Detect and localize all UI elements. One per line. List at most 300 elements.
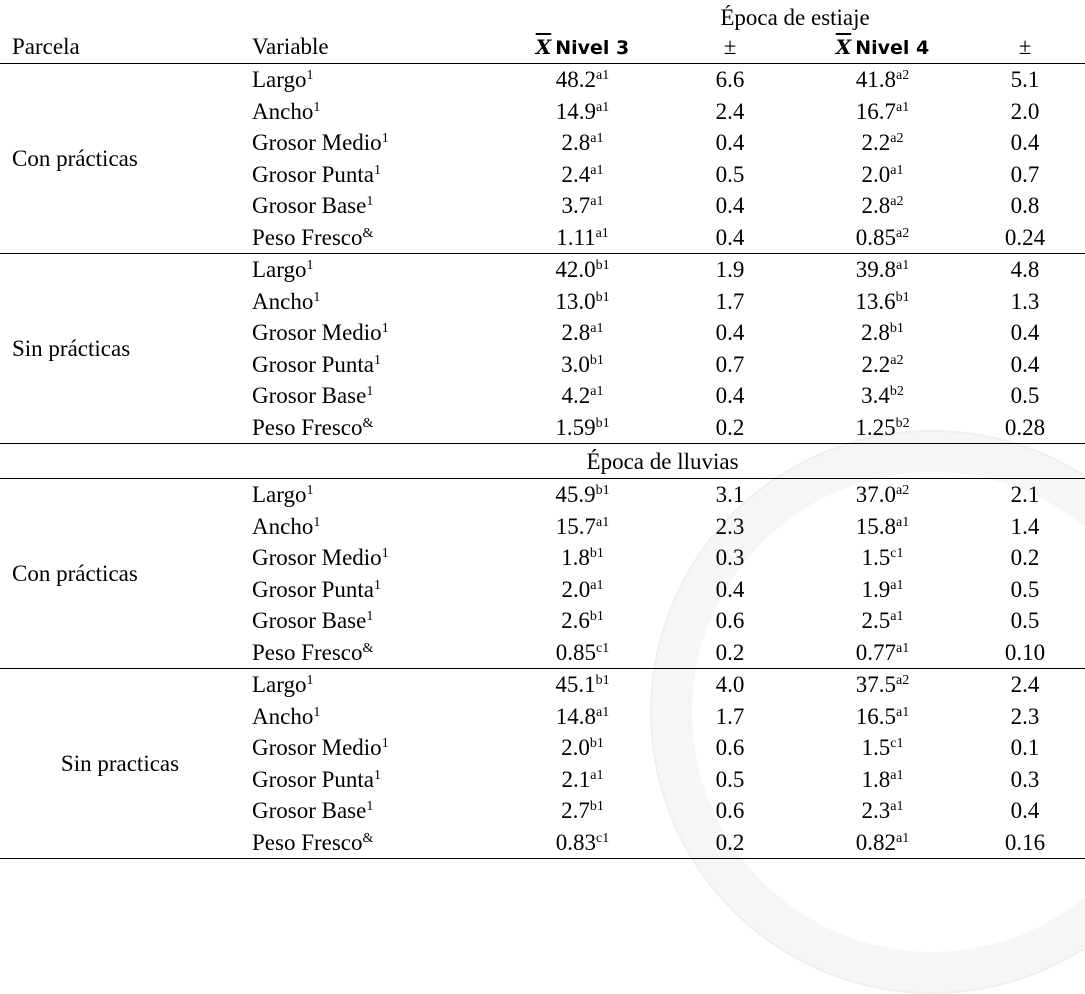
- sd-level3-cell: [660, 827, 800, 859]
- sd-level3-cell-value: 6.6: [715, 67, 745, 93]
- variable-cell-superscript: 1: [313, 704, 321, 720]
- sd-level4-cell: [965, 412, 1085, 444]
- mean-level4-cell-value: 2.2: [861, 130, 891, 156]
- level4-label: Nivel 4: [855, 37, 930, 59]
- col-pm1-header: ±: [660, 35, 800, 64]
- mean-level4-cell: [800, 190, 965, 222]
- mean-level3-cell-value: 2.7: [561, 798, 590, 824]
- sd-level3-cell-value: 2.3: [715, 513, 745, 539]
- mean-level3-cell-superscript: b1: [595, 415, 610, 431]
- mean-level3-cell-value: 2.8: [561, 130, 591, 156]
- mean-level4-cell: [800, 637, 965, 669]
- mean-level4-cell-superscript: a1: [890, 609, 904, 625]
- sd-level4-cell-value: 0.2: [1010, 545, 1040, 571]
- variable-cell-value: Grosor Punta: [252, 161, 375, 187]
- sd-level4-cell: [965, 349, 1085, 381]
- sd-level3-cell-value: 0.4: [715, 320, 745, 346]
- variable-cell: [240, 701, 505, 733]
- mean-level4-cell: [800, 412, 965, 444]
- variable-cell-superscript: 1: [381, 131, 389, 147]
- xbar-symbol: $\overline{X}$: [835, 35, 852, 59]
- variable-cell-value: Grosor Medio: [252, 320, 382, 346]
- variable-cell-value: Grosor Medio: [252, 545, 382, 571]
- sd-level4-cell: [965, 159, 1085, 191]
- mean-level3-cell: [505, 795, 660, 827]
- sd-level3-cell: [660, 190, 800, 222]
- mean-level4-cell: [800, 479, 965, 511]
- variable-cell-value: Grosor Base: [252, 383, 367, 409]
- mean-level4-cell-superscript: a2: [890, 194, 904, 210]
- mean-level3-cell-value: 3.0: [561, 351, 590, 377]
- mean-level3-cell-superscript: a1: [596, 704, 610, 720]
- variable-cell-value: Grosor Punta: [252, 576, 375, 602]
- sd-level3-cell: [660, 159, 800, 191]
- mean-level3-cell: [505, 605, 660, 637]
- level3-label: Nivel 3: [555, 37, 630, 59]
- mean-level3-cell: [505, 286, 660, 318]
- mean-level3-cell-value: 2.6: [561, 608, 590, 634]
- parcela-cell: Con prácticas: [0, 64, 240, 254]
- mean-level3-cell-superscript: a1: [596, 99, 610, 115]
- table-row: [0, 669, 1085, 701]
- mean-level3-cell-value: 45.1: [555, 672, 596, 698]
- variable-cell-value: Grosor Medio: [252, 130, 382, 156]
- variable-cell: [240, 222, 505, 254]
- mean-level4-cell-superscript: a2: [896, 673, 910, 689]
- sd-level3-cell-value: 0.2: [715, 829, 745, 855]
- variable-cell-superscript: 1: [374, 577, 382, 593]
- mean-level4-cell-value: 1.25: [855, 414, 896, 440]
- variable-cell: [240, 764, 505, 796]
- mean-level4-cell-superscript: a1: [896, 258, 910, 274]
- sd-level4-cell-value: 4.8: [1010, 257, 1040, 283]
- col-parcela-header: Parcela: [12, 34, 80, 59]
- sd-level4-cell: [965, 190, 1085, 222]
- sd-level4-cell-value: 0.28: [1004, 414, 1046, 440]
- sd-level3-cell: [660, 479, 800, 511]
- variable-cell: [240, 605, 505, 637]
- mean-level3-cell: [505, 764, 660, 796]
- mean-level4-cell-value: 0.82: [855, 829, 897, 855]
- mean-level4-cell: [800, 254, 965, 286]
- mean-level3-cell-superscript: b1: [595, 673, 610, 689]
- sd-level4-cell: [965, 701, 1085, 733]
- mean-level4-cell: [800, 159, 965, 191]
- mean-level3-cell-superscript: a1: [590, 577, 604, 593]
- variable-cell: [240, 254, 505, 286]
- mean-level3-cell: [505, 637, 660, 669]
- sd-level3-cell: [660, 637, 800, 669]
- sd-level4-cell-value: 0.7: [1010, 161, 1040, 187]
- mean-level4-cell-value: 1.9: [861, 576, 891, 602]
- variable-cell: [240, 637, 505, 669]
- sd-level4-cell: [965, 511, 1085, 543]
- sd-level4-cell: [965, 795, 1085, 827]
- sd-level3-cell-value: 0.4: [715, 193, 745, 219]
- mean-level4-cell-superscript: a2: [896, 225, 910, 241]
- sd-level4-cell: [965, 732, 1085, 764]
- mean-level3-cell-value: 0.85: [555, 639, 597, 665]
- mean-level3-cell-value: 45.9: [555, 482, 596, 508]
- variable-cell-superscript: 1: [374, 352, 382, 368]
- variable-cell-value: Grosor Base: [252, 798, 367, 824]
- sd-level4-cell: [965, 380, 1085, 412]
- sd-level4-cell-value: 0.5: [1010, 576, 1040, 602]
- mean-level3-cell: [505, 479, 660, 511]
- mean-level4-cell-value: 2.8: [861, 320, 890, 346]
- mean-level4-cell: [800, 669, 965, 701]
- mean-level3-cell-value: 48.2: [555, 67, 597, 93]
- mean-level3-cell: [505, 669, 660, 701]
- mean-level4-cell-value: 39.8: [855, 257, 897, 283]
- sd-level4-cell-value: 0.24: [1004, 224, 1046, 250]
- variable-cell: [240, 479, 505, 511]
- mean-level3-cell-value: 2.4: [561, 161, 591, 187]
- sd-level3-cell: [660, 127, 800, 159]
- sd-level3-cell-value: 3.1: [715, 482, 745, 508]
- sd-level4-cell: [965, 96, 1085, 128]
- mean-level4-cell-value: 1.5: [861, 545, 891, 571]
- sd-level4-cell-value: 0.4: [1010, 320, 1040, 346]
- mean-level3-cell: [505, 574, 660, 606]
- mean-level4-cell-superscript: a1: [896, 514, 910, 530]
- mean-level3-cell: [505, 222, 660, 254]
- variable-cell: [240, 412, 505, 444]
- mean-level3-cell-superscript: a1: [590, 384, 604, 400]
- mean-level3-cell-superscript: a1: [590, 131, 604, 147]
- sd-level4-cell: [965, 827, 1085, 859]
- variable-cell-superscript: 1: [366, 194, 374, 210]
- parcela-cell: Sin prácticas: [0, 254, 240, 444]
- variable-cell-value: Ancho: [252, 513, 314, 539]
- sd-level3-cell: [660, 412, 800, 444]
- variable-cell: [240, 317, 505, 349]
- variable-cell-superscript: &: [362, 415, 374, 431]
- sd-level4-cell: [965, 669, 1085, 701]
- variable-cell-value: Ancho: [252, 703, 314, 729]
- variable-cell-superscript: 1: [366, 799, 374, 815]
- epoch-rain-header: Época de lluvias: [240, 444, 1085, 479]
- sd-level4-cell-value: 0.4: [1010, 351, 1040, 377]
- mean-level4-cell: [800, 827, 965, 859]
- variable-cell: [240, 96, 505, 128]
- mean-level3-cell-superscript: b1: [595, 258, 610, 274]
- sd-level3-cell-value: 2.4: [715, 98, 745, 124]
- mean-level4-cell-value: 2.5: [861, 608, 891, 634]
- mean-level3-cell-superscript: b1: [589, 799, 604, 815]
- mean-level3-cell: [505, 732, 660, 764]
- mean-level4-cell: [800, 701, 965, 733]
- variable-cell-superscript: 1: [306, 483, 314, 499]
- variable-cell-value: Grosor Medio: [252, 735, 382, 761]
- sd-level3-cell-value: 0.3: [715, 545, 745, 571]
- mean-level4-cell-value: 16.7: [855, 98, 897, 124]
- mean-level3-cell-value: 1.8: [561, 545, 590, 571]
- variable-cell-value: Peso Fresco: [252, 414, 363, 440]
- mean-level4-cell-value: 2.2: [861, 351, 891, 377]
- sd-level4-cell-value: 0.5: [1010, 608, 1040, 634]
- epoch-rain-row: [0, 444, 1085, 479]
- sd-level3-cell: [660, 574, 800, 606]
- mean-level3-cell-value: 2.0: [561, 576, 591, 602]
- mean-level3-cell-superscript: c1: [596, 640, 610, 656]
- mean-level4-cell-superscript: a1: [896, 99, 910, 115]
- mean-level3-cell-value: 2.8: [561, 320, 591, 346]
- sd-level4-cell-value: 2.1: [1010, 482, 1040, 508]
- mean-level3-cell-superscript: b1: [589, 546, 604, 562]
- variable-cell-value: Grosor Punta: [252, 766, 375, 792]
- sd-level4-cell: [965, 637, 1085, 669]
- sd-level3-cell: [660, 254, 800, 286]
- mean-level4-cell: [800, 795, 965, 827]
- parcela-cell: Con prácticas: [12, 561, 138, 586]
- table-row: [0, 479, 1085, 511]
- sd-level4-cell: [965, 64, 1085, 96]
- variable-cell: [240, 127, 505, 159]
- xbar-symbol: $\overline{X}$: [535, 35, 552, 59]
- mean-level4-cell-value: 0.85: [855, 224, 897, 250]
- variable-cell-superscript: 1: [313, 99, 321, 115]
- sd-level3-cell-value: 0.5: [715, 766, 745, 792]
- sd-level4-cell-value: 0.4: [1010, 798, 1040, 824]
- sd-level3-cell: [660, 511, 800, 543]
- mean-level4-cell-superscript: a1: [896, 830, 910, 846]
- variable-cell-value: Largo: [252, 482, 307, 508]
- mean-level3-cell-superscript: a1: [596, 68, 610, 84]
- variable-cell: [240, 380, 505, 412]
- table-row: [0, 64, 1085, 96]
- mean-level4-cell-value: 1.8: [861, 766, 891, 792]
- mean-level4-cell-superscript: a2: [896, 68, 910, 84]
- mean-level4-cell: [800, 380, 965, 412]
- mean-level4-cell-value: 2.3: [861, 798, 891, 824]
- mean-level4-cell-superscript: b2: [895, 415, 910, 431]
- variable-cell-value: Ancho: [252, 288, 314, 314]
- variable-cell-superscript: 1: [306, 673, 314, 689]
- variable-cell-value: Grosor Punta: [252, 351, 375, 377]
- sd-level3-cell-value: 1.7: [715, 288, 745, 314]
- mean-level3-cell-superscript: a1: [590, 767, 604, 783]
- sd-level3-cell-value: 0.5: [715, 161, 745, 187]
- table-row: [0, 254, 1085, 286]
- mean-level3-cell-superscript: a1: [590, 194, 604, 210]
- mean-level3-cell-superscript: b1: [589, 609, 604, 625]
- sd-level3-cell: [660, 669, 800, 701]
- sd-level3-cell-value: 0.6: [715, 608, 745, 634]
- mean-level3-cell: [505, 542, 660, 574]
- sd-level4-cell-value: 2.3: [1010, 703, 1040, 729]
- mean-level3-cell-superscript: b1: [589, 736, 604, 752]
- mean-level4-cell: [800, 605, 965, 637]
- sd-level4-cell-value: 0.5: [1010, 383, 1040, 409]
- mean-level4-cell-superscript: a1: [890, 767, 904, 783]
- mean-level4-cell: [800, 732, 965, 764]
- variable-cell-value: Grosor Base: [252, 193, 367, 219]
- mean-level3-cell: [505, 701, 660, 733]
- sd-level4-cell-value: 5.1: [1010, 67, 1040, 93]
- mean-level4-cell: [800, 764, 965, 796]
- mean-level3-cell: [505, 190, 660, 222]
- sd-level4-cell-value: 2.0: [1010, 98, 1040, 124]
- sd-level3-cell: [660, 542, 800, 574]
- variable-cell-superscript: 1: [306, 68, 314, 84]
- variable-cell-value: Largo: [252, 257, 307, 283]
- mean-level4-cell: [800, 349, 965, 381]
- mean-level3-cell-value: 1.11: [556, 224, 596, 250]
- mean-level4-cell-superscript: b2: [889, 384, 904, 400]
- mean-level4-cell: [800, 511, 965, 543]
- mean-level4-cell-value: 2.0: [861, 161, 891, 187]
- parcela-cell: Sin practicas: [0, 669, 240, 859]
- variable-cell-superscript: &: [362, 830, 374, 846]
- variable-cell-superscript: 1: [381, 546, 389, 562]
- mean-level3-cell-superscript: b1: [595, 289, 610, 305]
- sd-level3-cell-value: 0.6: [715, 735, 745, 761]
- mean-level3-cell-superscript: a1: [596, 514, 610, 530]
- mean-level3-cell: [505, 64, 660, 96]
- mean-level3-cell: [505, 317, 660, 349]
- variable-cell: [240, 190, 505, 222]
- sd-level3-cell-value: 0.7: [715, 351, 745, 377]
- sd-level3-cell: [660, 701, 800, 733]
- sd-level3-cell: [660, 64, 800, 96]
- mean-level4-cell-value: 1.5: [861, 735, 891, 761]
- sd-level4-cell-value: 0.1: [1010, 735, 1040, 761]
- mean-level3-cell-value: 14.9: [555, 98, 597, 124]
- mean-level3-cell-value: 15.7: [555, 513, 597, 539]
- variable-cell-superscript: 1: [381, 321, 389, 337]
- sd-level4-cell-value: 0.10: [1004, 639, 1046, 665]
- mean-level3-cell: [505, 380, 660, 412]
- mean-level3-cell: [505, 254, 660, 286]
- epoch-dry-header: Época de estiaje: [720, 5, 870, 30]
- mean-level4-cell-superscript: a2: [890, 131, 904, 147]
- sd-level4-cell: [965, 542, 1085, 574]
- variable-cell-superscript: 1: [306, 258, 314, 274]
- variable-cell-value: Largo: [252, 672, 307, 698]
- variable-cell-superscript: &: [362, 225, 374, 241]
- mean-level4-cell-value: 16.5: [855, 703, 897, 729]
- sd-level3-cell-value: 0.4: [715, 383, 745, 409]
- mean-level3-cell-value: 1.59: [555, 414, 596, 440]
- sd-level4-cell: [965, 254, 1085, 286]
- mean-level3-cell-value: 4.2: [561, 383, 591, 409]
- mean-level3-cell: [505, 96, 660, 128]
- mean-level4-cell-value: 37.0: [855, 482, 897, 508]
- sd-level3-cell-value: 1.7: [715, 703, 745, 729]
- sd-level4-cell: [965, 222, 1085, 254]
- sd-level4-cell-value: 0.16: [1004, 829, 1046, 855]
- mean-level4-cell: [800, 317, 965, 349]
- sd-level4-cell: [965, 479, 1085, 511]
- mean-level3-cell-superscript: a1: [590, 321, 604, 337]
- sd-level3-cell-value: 0.4: [715, 576, 745, 602]
- mean-level3-cell-superscript: c1: [596, 830, 610, 846]
- mean-level3-cell-value: 3.7: [561, 193, 591, 219]
- mean-level3-cell-value: 0.83: [555, 829, 597, 855]
- sd-level3-cell-value: 0.4: [715, 224, 745, 250]
- variable-cell-superscript: 1: [366, 384, 374, 400]
- mean-level4-cell-value: 15.8: [855, 513, 897, 539]
- sd-level3-cell: [660, 732, 800, 764]
- variable-cell: [240, 159, 505, 191]
- sd-level4-cell-value: 0.8: [1010, 193, 1040, 219]
- mean-level3-cell: [505, 511, 660, 543]
- mean-level3-cell-value: 42.0: [555, 257, 596, 283]
- mean-level4-cell-value: 3.4: [861, 383, 890, 409]
- sd-level3-cell-value: 0.2: [715, 414, 745, 440]
- mean-level3-cell: [505, 827, 660, 859]
- mean-level3-cell: [505, 412, 660, 444]
- sd-level3-cell: [660, 764, 800, 796]
- mean-level4-cell: [800, 127, 965, 159]
- variable-cell-value: Peso Fresco: [252, 224, 363, 250]
- sd-level3-cell-value: 0.4: [715, 130, 745, 156]
- mean-level3-cell-superscript: a1: [595, 225, 609, 241]
- variable-cell: [240, 349, 505, 381]
- variable-cell-value: Largo: [252, 67, 307, 93]
- variable-cell: [240, 64, 505, 96]
- sd-level4-cell-value: 1.4: [1010, 513, 1040, 539]
- mean-level3-cell-superscript: b1: [595, 483, 610, 499]
- sd-level3-cell: [660, 286, 800, 318]
- mean-level3-cell: [505, 349, 660, 381]
- variable-cell: [240, 669, 505, 701]
- col-level3-header: [505, 35, 660, 64]
- mean-level4-cell-superscript: c1: [890, 736, 904, 752]
- variable-cell: [240, 827, 505, 859]
- mean-level3-cell-value: 14.8: [555, 703, 597, 729]
- variable-cell: [240, 574, 505, 606]
- mean-level3-cell-superscript: a1: [590, 162, 604, 178]
- variable-cell-value: Peso Fresco: [252, 829, 363, 855]
- sd-level4-cell-value: 0.4: [1010, 130, 1040, 156]
- mean-level4-cell-superscript: a2: [896, 483, 910, 499]
- sd-level3-cell: [660, 222, 800, 254]
- sd-level3-cell: [660, 380, 800, 412]
- mean-level3-cell: [505, 159, 660, 191]
- variable-cell-superscript: 1: [313, 289, 321, 305]
- mean-level4-cell: [800, 286, 965, 318]
- mean-level4-cell-value: 13.6: [855, 288, 896, 314]
- variable-cell: [240, 511, 505, 543]
- mean-level4-cell: [800, 96, 965, 128]
- variable-cell-superscript: 1: [374, 162, 382, 178]
- variable-cell: [240, 286, 505, 318]
- sd-level4-cell: [965, 286, 1085, 318]
- sd-level3-cell: [660, 795, 800, 827]
- variable-cell-value: Ancho: [252, 98, 314, 124]
- col-level4-header: [800, 35, 965, 64]
- sd-level3-cell-value: 1.9: [715, 257, 745, 283]
- sd-level3-cell: [660, 349, 800, 381]
- sd-level4-cell: [965, 127, 1085, 159]
- sd-level4-cell: [965, 764, 1085, 796]
- mean-level4-cell-superscript: b1: [889, 321, 904, 337]
- mean-level3-cell-value: 2.1: [561, 766, 591, 792]
- variable-cell-superscript: 1: [313, 514, 321, 530]
- mean-level4-cell-superscript: c1: [890, 546, 904, 562]
- variable-cell-value: Peso Fresco: [252, 639, 363, 665]
- mean-level3-cell: [505, 127, 660, 159]
- mean-level4-cell-superscript: a1: [896, 640, 910, 656]
- sd-level4-cell-value: 2.4: [1010, 672, 1040, 698]
- mean-level4-cell-superscript: a2: [890, 352, 904, 368]
- sd-level3-cell-value: 4.0: [715, 672, 745, 698]
- mean-level4-cell-value: 2.8: [861, 193, 891, 219]
- mean-level4-cell-superscript: a1: [890, 577, 904, 593]
- sd-level3-cell-value: 0.2: [715, 639, 745, 665]
